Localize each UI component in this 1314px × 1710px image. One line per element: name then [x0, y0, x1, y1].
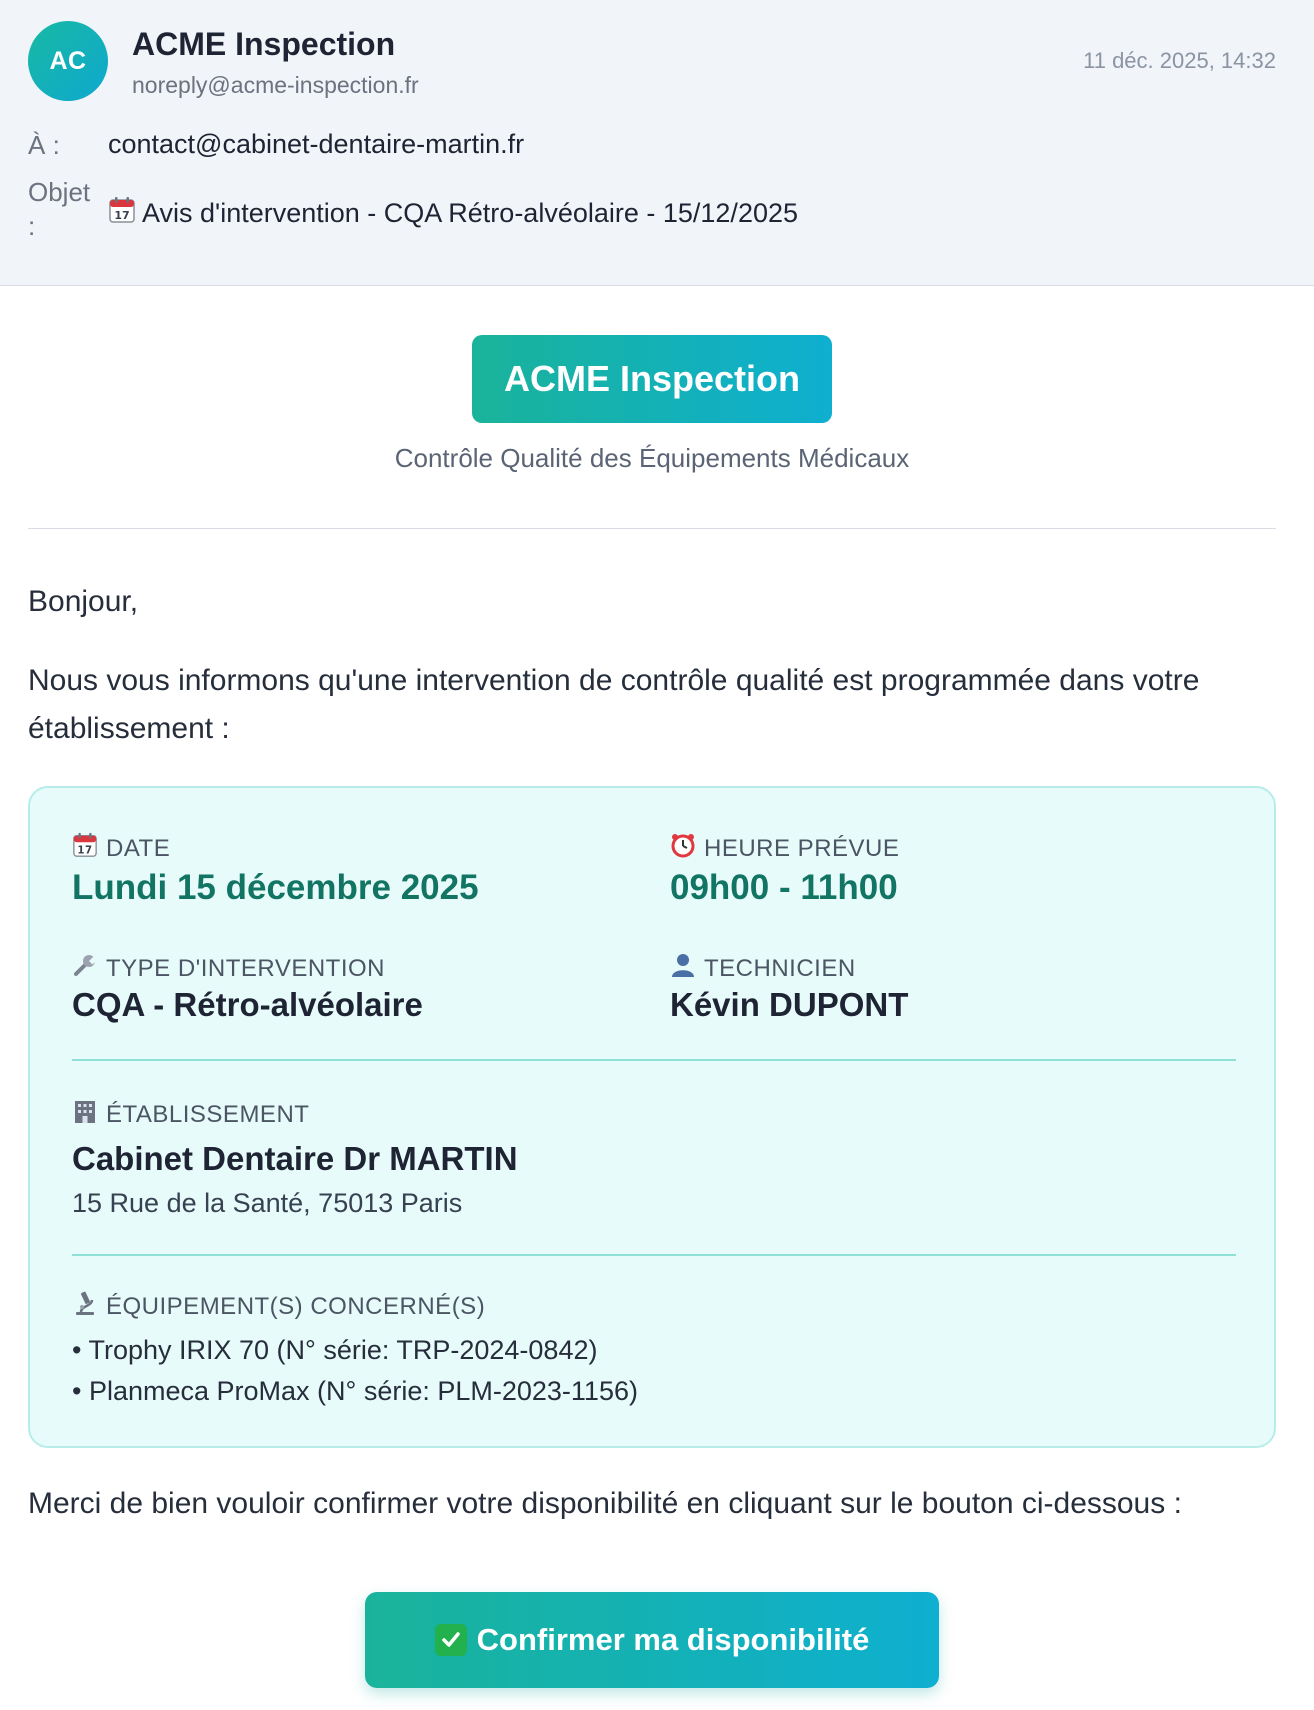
tech-value: Kévin DUPONT [670, 986, 909, 1023]
card-divider [72, 1059, 1236, 1061]
type-value: CQA - Rétro-alvéolaire [72, 986, 423, 1023]
date-label [72, 832, 170, 865]
to-address[interactable]: contact@cabinet-dentaire-martin.fr [108, 129, 525, 159]
calendar-icon [108, 196, 136, 231]
type-label-text: TYPE D'INTERVENTION [106, 954, 386, 982]
confirm-paragraph: Merci de bien vouloir confirmer votre disponibilité en cliquant sur le bouton ci-dessous : [28, 1487, 1182, 1520]
brand-logo: ACME Inspection [472, 335, 832, 423]
sender-avatar[interactable]: AC [28, 21, 108, 101]
confirm-button-label: Confirmer ma disponibilité [476, 1622, 870, 1657]
subject-label: Objet : [28, 177, 91, 241]
card-divider [72, 1254, 1236, 1256]
tech-label-text: TECHNICIEN [704, 954, 856, 982]
person-icon [670, 952, 696, 985]
etab-name: Cabinet Dentaire Dr MARTIN [72, 1140, 518, 1177]
building-icon [72, 1098, 98, 1131]
time-label-text: HEURE PRÉVUE [704, 834, 900, 862]
wrench-icon [72, 952, 98, 985]
check-mark-icon [435, 1624, 467, 1656]
tech-label [670, 952, 856, 985]
list-item: • Trophy IRIX 70 (N° série: TRP-2024-0842) [72, 1335, 598, 1365]
list-item: • Planmeca ProMax (N° série: PLM-2023-1156) [72, 1376, 638, 1406]
equipment-list [72, 1330, 638, 1412]
svg-text:17: 17 [77, 845, 93, 857]
etab-address: 15 Rue de la Santé, 75013 Paris [72, 1188, 463, 1218]
etab-label-text: ÉTABLISSEMENT [106, 1100, 310, 1128]
etab-label [72, 1098, 309, 1131]
calendar-icon [72, 832, 98, 865]
type-label [72, 952, 385, 985]
divider [28, 528, 1276, 529]
mail-header [0, 0, 1314, 286]
microscope-icon [72, 1290, 98, 1323]
confirm-availability-button[interactable] [365, 1592, 939, 1688]
time-label [670, 832, 899, 865]
equipment-label-text: ÉQUIPEMENT(S) CONCERNÉ(S) [106, 1292, 486, 1320]
intervention-card [28, 786, 1276, 1448]
sender-email[interactable]: noreply@acme-inspection.fr [132, 72, 419, 98]
sender-name[interactable]: ACME Inspection [132, 26, 396, 62]
svg-text:17: 17 [114, 209, 130, 222]
greeting: Bonjour, [28, 585, 139, 618]
date-value: Lundi 15 décembre 2025 [72, 868, 479, 907]
brand-tagline: Contrôle Qualité des Équipements Médicaux [394, 443, 910, 473]
mail-date: 11 déc. 2025, 14:32 [1083, 48, 1276, 73]
time-value: 09h00 - 11h00 [670, 868, 898, 907]
subject-text: Avis d'intervention - CQA Rétro-alvéolaire - 15/12/2025 [142, 198, 799, 228]
equipment-label [72, 1290, 485, 1323]
alarm-clock-icon [670, 832, 696, 865]
date-label-text: DATE [106, 834, 171, 862]
subject-line [108, 196, 798, 231]
to-label: À : [28, 130, 60, 160]
intro-paragraph: Nous vous informons qu'une intervention de contrôle qualité est programmée dans votre établissement : [28, 664, 1200, 745]
